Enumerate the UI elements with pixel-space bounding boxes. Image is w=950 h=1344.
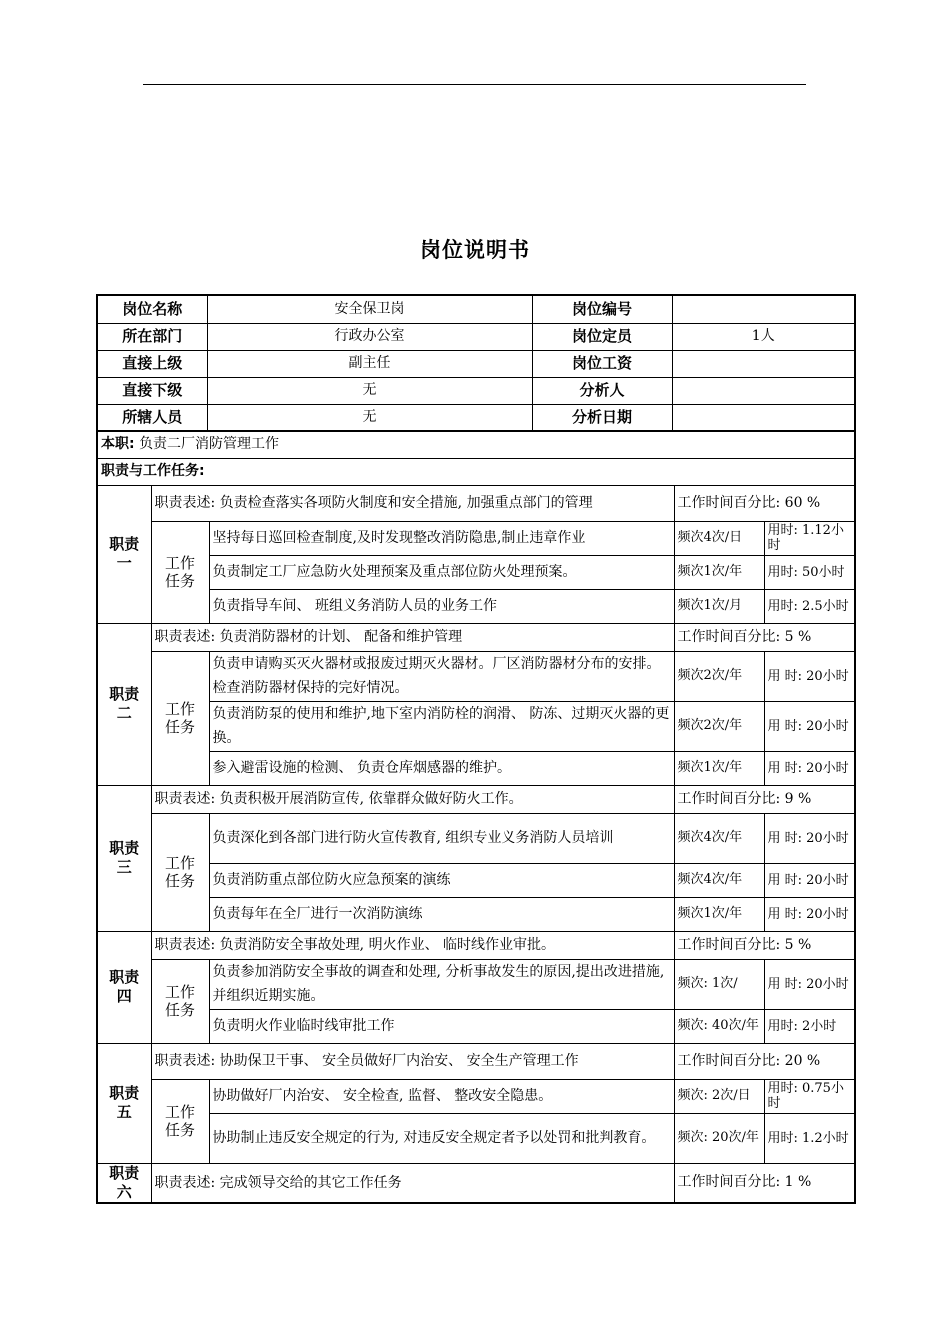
duty-desc-row xyxy=(97,1163,855,1203)
duty-desc-row xyxy=(97,623,855,651)
task-time: 用 时: 20小时 xyxy=(764,959,855,1009)
duties-table xyxy=(96,430,856,1204)
position-name-label: 岗位名称 xyxy=(97,295,207,323)
duties-body xyxy=(97,485,855,1203)
task-text: 负责申请购买灭火器材或报废过期灭火器材。厂区消防器材分布的安排。检查消防器材保持的完好情况。 xyxy=(209,651,674,701)
task-time: 用 时: 20小时 xyxy=(764,863,855,897)
analyst-label: 分析人 xyxy=(532,377,672,404)
task-text: 协助做好厂内治安、 安全检查, 监督、 整改安全隐患。 xyxy=(209,1079,674,1113)
duty-label: 职责六 xyxy=(97,1163,151,1203)
task-text: 参入避雷设施的检测、 负责仓库烟感器的维护。 xyxy=(209,751,674,785)
duty-label: 职责五 xyxy=(97,1043,151,1163)
task-time: 用 时: 20小时 xyxy=(764,701,855,751)
task-row xyxy=(97,521,855,555)
position-name-value: 安全保卫岗 xyxy=(207,295,532,323)
duty-label: 职责二 xyxy=(97,623,151,785)
task-row xyxy=(97,1009,855,1043)
task-frequency: 频次2次/年 xyxy=(674,651,764,701)
time-percentage: 工作时间百分比: 5 % xyxy=(674,931,855,959)
task-frequency: 频次1次/年 xyxy=(674,897,764,931)
task-label: 工作任务 xyxy=(151,651,209,785)
task-text: 负责指导车间、 班组义务消防人员的业务工作 xyxy=(209,589,674,623)
time-percentage: 工作时间百分比: 5 % xyxy=(674,623,855,651)
duty-desc-row xyxy=(97,485,855,521)
info-row xyxy=(97,404,855,431)
position-info-table xyxy=(96,294,856,432)
duty-label: 职责四 xyxy=(97,931,151,1043)
analysis-date-label: 分析日期 xyxy=(532,404,672,431)
info-row xyxy=(97,377,855,404)
department-label: 所在部门 xyxy=(97,323,207,350)
duty-description: 职责表述: 负责检查落实各项防火制度和安全措施, 加强重点部门的管理 xyxy=(151,485,674,521)
duty-desc-row xyxy=(97,785,855,813)
task-time: 用 时: 20小时 xyxy=(764,751,855,785)
duty-description: 职责表述: 负责消防安全事故处理, 明火作业、 临时线作业审批。 xyxy=(151,931,674,959)
time-percentage: 工作时间百分比: 1 % xyxy=(674,1163,855,1203)
task-label: 工作任务 xyxy=(151,521,209,623)
task-label: 工作任务 xyxy=(151,813,209,931)
task-frequency: 频次: 2次/日 xyxy=(674,1079,764,1113)
headcount-label: 岗位定员 xyxy=(532,323,672,350)
analysis-date-value xyxy=(672,404,855,431)
department-value: 行政办公室 xyxy=(207,323,532,350)
duty-label: 职责三 xyxy=(97,785,151,931)
task-row xyxy=(97,589,855,623)
task-time: 用 时: 20小时 xyxy=(764,897,855,931)
task-row xyxy=(97,555,855,589)
main-duty-label: 本职: xyxy=(101,436,135,453)
task-time: 用时: 1.2小时 xyxy=(764,1113,855,1163)
task-frequency: 频次1次/年 xyxy=(674,751,764,785)
staff-label: 所辖人员 xyxy=(97,404,207,431)
duty-description: 职责表述: 完成领导交给的其它工作任务 xyxy=(151,1163,674,1203)
task-frequency: 频次4次/年 xyxy=(674,863,764,897)
info-row xyxy=(97,350,855,377)
task-row xyxy=(97,897,855,931)
task-time: 用时: 1.12小时 xyxy=(764,521,855,555)
duty-label: 职责一 xyxy=(97,485,151,623)
task-text: 负责明火作业临时线审批工作 xyxy=(209,1009,674,1043)
analyst-value xyxy=(672,377,855,404)
staff-value: 无 xyxy=(207,404,532,431)
salary-value xyxy=(672,350,855,377)
duty-description: 职责表述: 负责消防器材的计划、 配备和维护管理 xyxy=(151,623,674,651)
info-row xyxy=(97,295,855,323)
duties-header-row xyxy=(97,458,855,485)
task-frequency: 频次4次/日 xyxy=(674,521,764,555)
task-label: 工作任务 xyxy=(151,1079,209,1163)
task-frequency: 频次: 1次/ xyxy=(674,959,764,1009)
task-text: 负责消防重点部位防火应急预案的演练 xyxy=(209,863,674,897)
time-percentage: 工作时间百分比: 9 % xyxy=(674,785,855,813)
task-frequency: 频次2次/年 xyxy=(674,701,764,751)
task-label: 工作任务 xyxy=(151,959,209,1043)
task-text: 负责每年在全厂进行一次消防演练 xyxy=(209,897,674,931)
task-text: 负责深化到各部门进行防火宣传教育, 组织专业义务消防人员培训 xyxy=(209,813,674,863)
subordinate-label: 直接下级 xyxy=(97,377,207,404)
info-row xyxy=(97,323,855,350)
task-frequency: 频次4次/年 xyxy=(674,813,764,863)
task-text: 坚持每日巡回检查制度,及时发现整改消防隐患,制止违章作业 xyxy=(209,521,674,555)
task-frequency: 频次: 20次/年 xyxy=(674,1113,764,1163)
salary-label: 岗位工资 xyxy=(532,350,672,377)
task-text: 负责参加消防安全事故的调查和处理, 分析事故发生的原因,提出改进措施, 并组织近期实施。 xyxy=(209,959,674,1009)
task-frequency: 频次1次/月 xyxy=(674,589,764,623)
task-row xyxy=(97,651,855,701)
task-row xyxy=(97,959,855,1009)
subordinate-value: 无 xyxy=(207,377,532,404)
duty-description: 职责表述: 协助保卫干事、 安全员做好厂内治安、 安全生产管理工作 xyxy=(151,1043,674,1079)
task-text: 负责消防泵的使用和维护,地下室内消防栓的润滑、 防冻、过期灭火器的更换。 xyxy=(209,701,674,751)
position-code-label: 岗位编号 xyxy=(532,295,672,323)
task-frequency: 频次1次/年 xyxy=(674,555,764,589)
task-time: 用时: 2小时 xyxy=(764,1009,855,1043)
task-text: 负责制定工厂应急防火处理预案及重点部位防火处理预案。 xyxy=(209,555,674,589)
task-time: 用时: 0.75小时 xyxy=(764,1079,855,1113)
superior-label: 直接上级 xyxy=(97,350,207,377)
time-percentage: 工作时间百分比: 60 % xyxy=(674,485,855,521)
task-text: 协助制止违反安全规定的行为, 对违反安全规定者予以处罚和批判教育。 xyxy=(209,1113,674,1163)
document-title: 岗位说明书 xyxy=(420,238,530,262)
header-rule xyxy=(143,84,806,85)
task-row xyxy=(97,751,855,785)
duty-desc-row xyxy=(97,1043,855,1079)
main-duty-value: 负责二厂消防管理工作 xyxy=(139,436,280,453)
duties-header: 职责与工作任务: xyxy=(97,458,855,485)
duty-desc-row xyxy=(97,931,855,959)
superior-value: 副主任 xyxy=(207,350,532,377)
task-time: 用时: 2.5小时 xyxy=(764,589,855,623)
task-row xyxy=(97,863,855,897)
time-percentage: 工作时间百分比: 20 % xyxy=(674,1043,855,1079)
task-row xyxy=(97,813,855,863)
task-time: 用 时: 20小时 xyxy=(764,813,855,863)
duty-description: 职责表述: 负责积极开展消防宣传, 依靠群众做好防火工作。 xyxy=(151,785,674,813)
task-frequency: 频次: 40次/年 xyxy=(674,1009,764,1043)
headcount-value: 1人 xyxy=(672,323,855,350)
task-row xyxy=(97,1113,855,1163)
task-time: 用时: 50小时 xyxy=(764,555,855,589)
task-time: 用 时: 20小时 xyxy=(764,651,855,701)
main-duty-row xyxy=(97,431,855,458)
position-code-value xyxy=(672,295,855,323)
task-row xyxy=(97,701,855,751)
task-row xyxy=(97,1079,855,1113)
